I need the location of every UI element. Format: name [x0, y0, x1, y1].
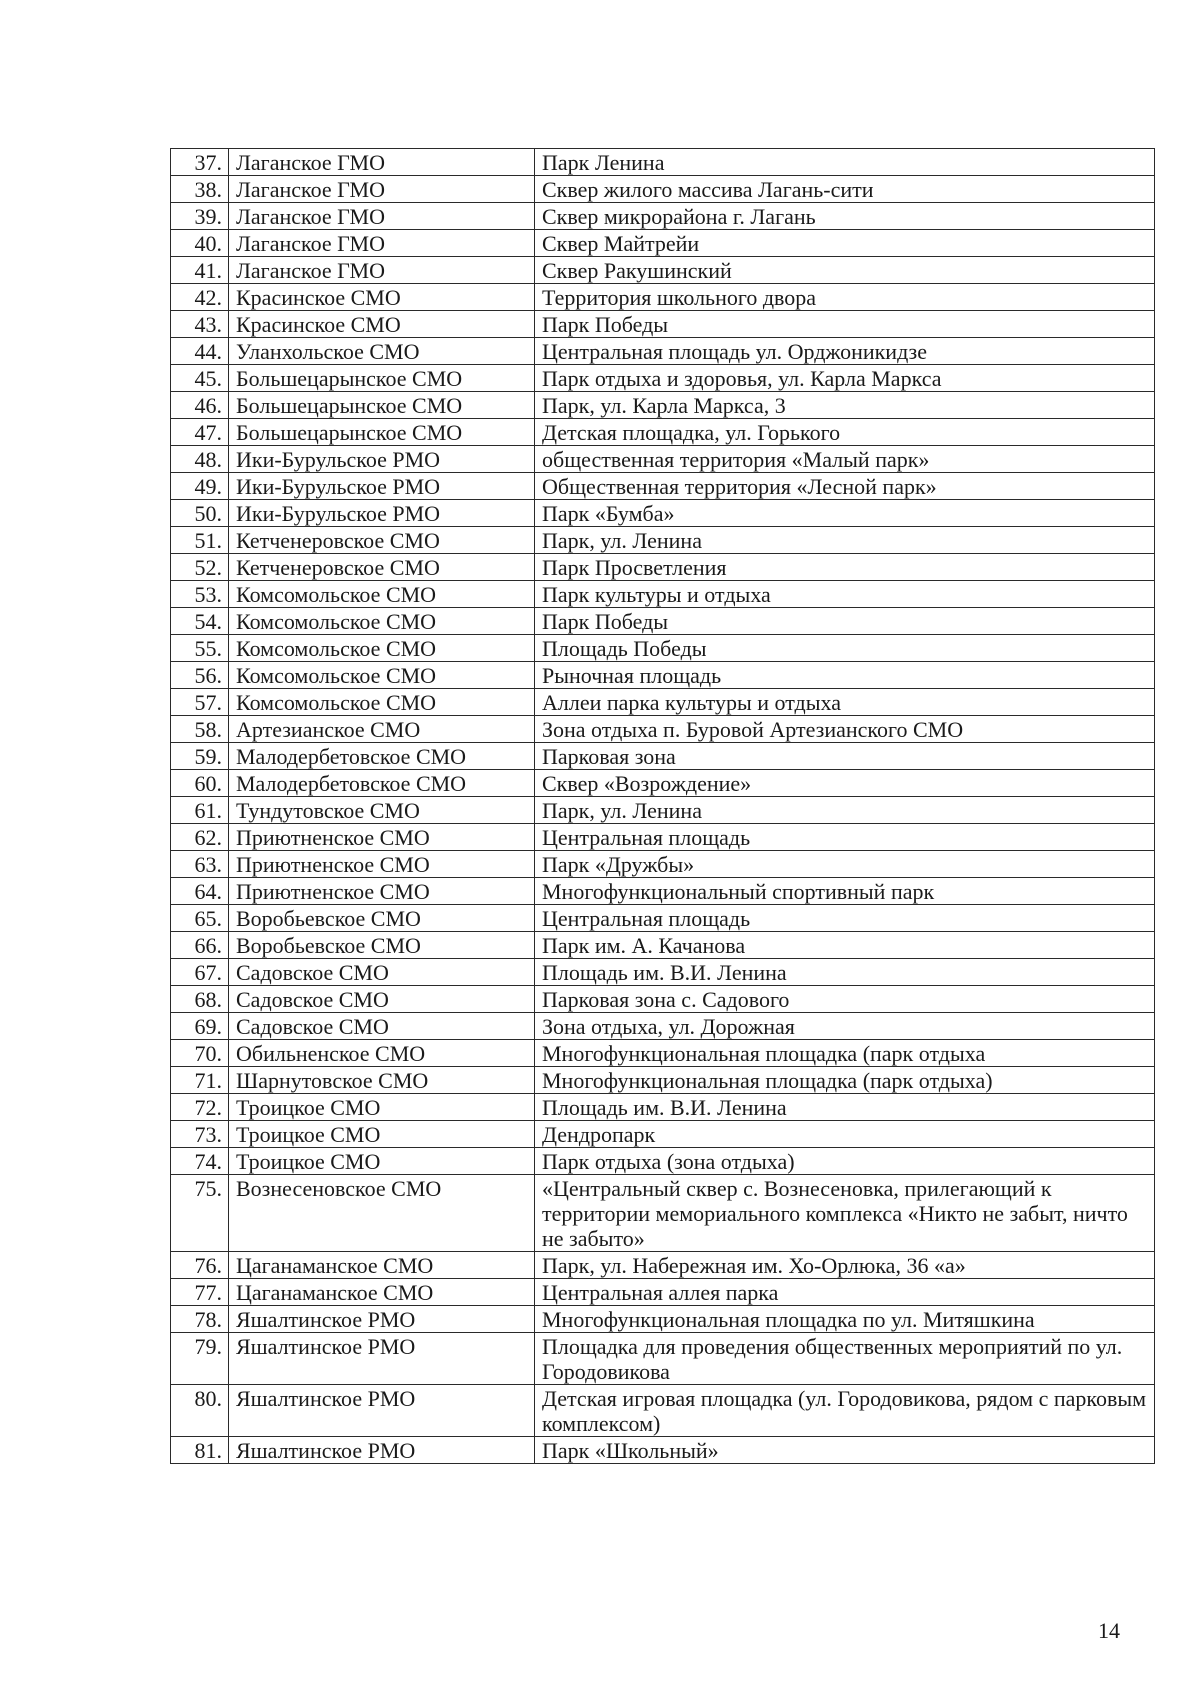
object-cell: Детская игровая площадка (ул. Городовикова, рядом с парковым комплексом): [535, 1385, 1155, 1437]
row-number: 39.: [171, 203, 229, 230]
row-number: 61.: [171, 797, 229, 824]
municipality-cell: Цаганаманское СМО: [229, 1279, 535, 1306]
row-number: 48.: [171, 446, 229, 473]
object-cell: «Центральный сквер с. Вознесеновка, прилегающий к территории мемориального комплекса «Никто не забыт, ничто не забыто»: [535, 1175, 1155, 1252]
table-row: [171, 176, 1155, 203]
object-cell: Парк «Школьный»: [535, 1437, 1155, 1464]
municipality-cell: Троицкое СМО: [229, 1094, 535, 1121]
table-row: [171, 743, 1155, 770]
municipality-cell: Троицкое СМО: [229, 1121, 535, 1148]
object-cell: Центральная площадь: [535, 905, 1155, 932]
object-cell: Площадь им. В.И. Ленина: [535, 1094, 1155, 1121]
object-cell: Парк отдыха (зона отдыха): [535, 1148, 1155, 1175]
municipality-cell: Садовское СМО: [229, 959, 535, 986]
object-cell: Площадка для проведения общественных мероприятий по ул. Городовикова: [535, 1333, 1155, 1385]
table-row: [171, 1040, 1155, 1067]
row-number: 58.: [171, 716, 229, 743]
row-number: 68.: [171, 986, 229, 1013]
municipality-cell: Кетченеровское СМО: [229, 554, 535, 581]
municipality-cell: Красинское СМО: [229, 284, 535, 311]
object-cell: Зона отдыха, ул. Дорожная: [535, 1013, 1155, 1040]
municipality-cell: Приютненское СМО: [229, 878, 535, 905]
table-row: [171, 878, 1155, 905]
object-cell: Парк, ул. Карла Маркса, 3: [535, 392, 1155, 419]
table-row: [171, 500, 1155, 527]
object-cell: Многофункциональная площадка (парк отдыха): [535, 1067, 1155, 1094]
municipality-cell: Яшалтинское РМО: [229, 1437, 535, 1464]
municipality-cell: Лаганское ГМО: [229, 149, 535, 176]
row-number: 38.: [171, 176, 229, 203]
row-number: 46.: [171, 392, 229, 419]
table-row: [171, 959, 1155, 986]
municipality-cell: Яшалтинское РМО: [229, 1306, 535, 1333]
municipality-cell: Воробьевское СМО: [229, 932, 535, 959]
municipality-cell: Комсомольское СМО: [229, 635, 535, 662]
row-number: 63.: [171, 851, 229, 878]
municipality-cell: Шарнутовское СМО: [229, 1067, 535, 1094]
municipality-cell: Ики-Бурульское РМО: [229, 473, 535, 500]
row-number: 73.: [171, 1121, 229, 1148]
municipality-cell: Уланхольское СМО: [229, 338, 535, 365]
row-number: 55.: [171, 635, 229, 662]
row-number: 62.: [171, 824, 229, 851]
table-row: [171, 203, 1155, 230]
row-number: 52.: [171, 554, 229, 581]
public-spaces-table: [170, 148, 1155, 1464]
object-cell: Общественная территория «Лесной парк»: [535, 473, 1155, 500]
table-row: [171, 527, 1155, 554]
table-row: [171, 1306, 1155, 1333]
table-row: [171, 1252, 1155, 1279]
municipality-cell: Малодербетовское СМО: [229, 770, 535, 797]
row-number: 72.: [171, 1094, 229, 1121]
row-number: 80.: [171, 1385, 229, 1437]
municipality-cell: Садовское СМО: [229, 1013, 535, 1040]
table-row: [171, 824, 1155, 851]
page-number: 14: [1098, 1618, 1120, 1643]
object-cell: Многофункциональный спортивный парк: [535, 878, 1155, 905]
row-number: 49.: [171, 473, 229, 500]
table-row: [171, 284, 1155, 311]
table-row: [171, 419, 1155, 446]
object-cell: Парк отдыха и здоровья, ул. Карла Маркса: [535, 365, 1155, 392]
object-cell: Площадь Победы: [535, 635, 1155, 662]
row-number: 44.: [171, 338, 229, 365]
row-number: 57.: [171, 689, 229, 716]
municipality-cell: Малодербетовское СМО: [229, 743, 535, 770]
row-number: 77.: [171, 1279, 229, 1306]
table-row: [171, 149, 1155, 176]
row-number: 64.: [171, 878, 229, 905]
row-number: 75.: [171, 1175, 229, 1252]
table-row: [171, 554, 1155, 581]
object-cell: Парк, ул. Набережная им. Хо-Орлюка, 36 «а»: [535, 1252, 1155, 1279]
municipality-cell: Красинское СМО: [229, 311, 535, 338]
municipality-cell: Троицкое СМО: [229, 1148, 535, 1175]
municipality-cell: Обильненское СМО: [229, 1040, 535, 1067]
municipality-cell: Воробьевское СМО: [229, 905, 535, 932]
row-number: 65.: [171, 905, 229, 932]
table-row: [171, 1067, 1155, 1094]
municipality-cell: Садовское СМО: [229, 986, 535, 1013]
row-number: 37.: [171, 149, 229, 176]
municipality-cell: Лаганское ГМО: [229, 176, 535, 203]
row-number: 40.: [171, 230, 229, 257]
row-number: 66.: [171, 932, 229, 959]
row-number: 79.: [171, 1333, 229, 1385]
row-number: 78.: [171, 1306, 229, 1333]
row-number: 50.: [171, 500, 229, 527]
table-row: [171, 1013, 1155, 1040]
row-number: 56.: [171, 662, 229, 689]
table-row: [171, 905, 1155, 932]
municipality-cell: Тундутовское СМО: [229, 797, 535, 824]
table-row: [171, 1175, 1155, 1252]
municipality-cell: Большецарынское СМО: [229, 365, 535, 392]
object-cell: Парк Победы: [535, 311, 1155, 338]
municipality-cell: Ики-Бурульское РМО: [229, 500, 535, 527]
municipality-cell: Яшалтинское РМО: [229, 1333, 535, 1385]
table-row: [171, 608, 1155, 635]
municipality-cell: Яшалтинское РМО: [229, 1385, 535, 1437]
object-cell: Парк Ленина: [535, 149, 1155, 176]
table-row: [171, 1437, 1155, 1464]
table-row: [171, 1148, 1155, 1175]
object-cell: Сквер жилого массива Лагань-сити: [535, 176, 1155, 203]
object-cell: общественная территория «Малый парк»: [535, 446, 1155, 473]
municipality-cell: Артезианское СМО: [229, 716, 535, 743]
object-cell: Рыночная площадь: [535, 662, 1155, 689]
table-body: [171, 149, 1155, 1464]
table-row: [171, 581, 1155, 608]
row-number: 60.: [171, 770, 229, 797]
object-cell: Сквер Ракушинский: [535, 257, 1155, 284]
table-row: [171, 257, 1155, 284]
object-cell: Парк, ул. Ленина: [535, 527, 1155, 554]
table-row: [171, 338, 1155, 365]
object-cell: Парк Просветления: [535, 554, 1155, 581]
object-cell: Парковая зона: [535, 743, 1155, 770]
table-row: [171, 716, 1155, 743]
object-cell: Парковая зона с. Садового: [535, 986, 1155, 1013]
object-cell: Парк культуры и отдыха: [535, 581, 1155, 608]
table-row: [171, 230, 1155, 257]
table-row: [171, 1333, 1155, 1385]
municipality-cell: Большецарынское СМО: [229, 419, 535, 446]
municipality-cell: Вознесеновское СМО: [229, 1175, 535, 1252]
object-cell: Аллеи парка культуры и отдыха: [535, 689, 1155, 716]
row-number: 43.: [171, 311, 229, 338]
municipality-cell: Комсомольское СМО: [229, 581, 535, 608]
object-cell: Территория школьного двора: [535, 284, 1155, 311]
object-cell: Многофункциональная площадка (парк отдыха: [535, 1040, 1155, 1067]
object-cell: Детская площадка, ул. Горького: [535, 419, 1155, 446]
table-row: [171, 365, 1155, 392]
municipality-cell: Кетченеровское СМО: [229, 527, 535, 554]
row-number: 67.: [171, 959, 229, 986]
table-row: [171, 1385, 1155, 1437]
object-cell: Парк «Бумба»: [535, 500, 1155, 527]
object-cell: Сквер «Возрождение»: [535, 770, 1155, 797]
table-row: [171, 986, 1155, 1013]
table-row: [171, 311, 1155, 338]
municipality-cell: Лаганское ГМО: [229, 257, 535, 284]
table-row: [171, 635, 1155, 662]
object-cell: Сквер Майтрейи: [535, 230, 1155, 257]
table-row: [171, 446, 1155, 473]
row-number: 81.: [171, 1437, 229, 1464]
row-number: 59.: [171, 743, 229, 770]
object-cell: Многофункциональная площадка по ул. Митяшкина: [535, 1306, 1155, 1333]
object-cell: Парк Победы: [535, 608, 1155, 635]
object-cell: Дендропарк: [535, 1121, 1155, 1148]
municipality-cell: Комсомольское СМО: [229, 689, 535, 716]
municipality-cell: Ики-Бурульское РМО: [229, 446, 535, 473]
row-number: 51.: [171, 527, 229, 554]
object-cell: Площадь им. В.И. Ленина: [535, 959, 1155, 986]
row-number: 71.: [171, 1067, 229, 1094]
municipality-cell: Цаганаманское СМО: [229, 1252, 535, 1279]
municipality-cell: Комсомольское СМО: [229, 608, 535, 635]
municipality-cell: Приютненское СМО: [229, 851, 535, 878]
table-row: [171, 473, 1155, 500]
table-row: [171, 770, 1155, 797]
row-number: 76.: [171, 1252, 229, 1279]
object-cell: Центральная аллея парка: [535, 1279, 1155, 1306]
row-number: 41.: [171, 257, 229, 284]
row-number: 45.: [171, 365, 229, 392]
municipality-cell: Приютненское СМО: [229, 824, 535, 851]
row-number: 74.: [171, 1148, 229, 1175]
row-number: 69.: [171, 1013, 229, 1040]
row-number: 70.: [171, 1040, 229, 1067]
table-row: [171, 1121, 1155, 1148]
municipality-cell: Лаганское ГМО: [229, 230, 535, 257]
object-cell: Парк «Дружбы»: [535, 851, 1155, 878]
object-cell: Парк, ул. Ленина: [535, 797, 1155, 824]
table-row: [171, 1279, 1155, 1306]
row-number: 47.: [171, 419, 229, 446]
municipality-cell: Комсомольское СМО: [229, 662, 535, 689]
object-cell: Центральная площадь: [535, 824, 1155, 851]
table-row: [171, 1094, 1155, 1121]
table-row: [171, 851, 1155, 878]
row-number: 42.: [171, 284, 229, 311]
object-cell: Центральная площадь ул. Орджоникидзе: [535, 338, 1155, 365]
table-row: [171, 689, 1155, 716]
row-number: 53.: [171, 581, 229, 608]
row-number: 54.: [171, 608, 229, 635]
municipality-cell: Большецарынское СМО: [229, 392, 535, 419]
object-cell: Парк им. А. Качанова: [535, 932, 1155, 959]
object-cell: Сквер микрорайона г. Лагань: [535, 203, 1155, 230]
object-cell: Зона отдыха п. Буровой Артезианского СМО: [535, 716, 1155, 743]
table-row: [171, 392, 1155, 419]
table-row: [171, 662, 1155, 689]
table-row: [171, 797, 1155, 824]
table-row: [171, 932, 1155, 959]
municipality-cell: Лаганское ГМО: [229, 203, 535, 230]
